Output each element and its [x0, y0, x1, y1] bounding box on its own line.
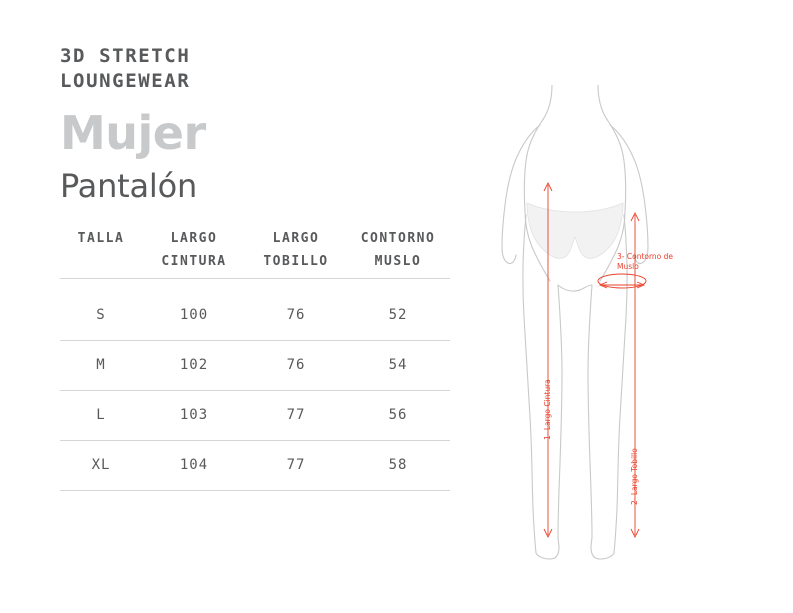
column-header-contorno-muslo-line2: MUSLO	[374, 253, 422, 269]
table-row	[60, 291, 450, 341]
column-header-largo-cintura	[142, 228, 246, 278]
table-row	[60, 440, 450, 490]
cell-largo-tobillo: 77	[246, 440, 346, 490]
cell-talla: M	[60, 340, 142, 390]
garment-shape	[527, 203, 623, 258]
annotation-thigh-line-2: Muslo	[617, 262, 639, 272]
cell-talla: L	[60, 390, 142, 440]
size-table	[60, 228, 450, 491]
cell-largo-cintura: 103	[142, 390, 246, 440]
brand-line-2: LOUNGEWEAR	[60, 70, 191, 93]
table-spacer-row	[60, 278, 450, 291]
measurement-figure	[470, 85, 770, 565]
table-row	[60, 390, 450, 440]
cell-largo-cintura: 104	[142, 440, 246, 490]
header-block	[60, 44, 460, 206]
annotation-waist: 1- Largo Cintura	[543, 379, 552, 440]
table-body	[60, 278, 450, 490]
column-header-largo-cintura-line1: LARGO	[170, 231, 218, 246]
body-diagram-svg	[470, 85, 770, 565]
annotation-ankle: 2- Largo Tobillo	[630, 448, 639, 505]
table-row	[60, 340, 450, 390]
cell-contorno-muslo: 52	[346, 291, 450, 341]
cell-largo-tobillo: 77	[246, 390, 346, 440]
table-head	[60, 228, 450, 278]
page-title: Mujer	[60, 106, 206, 161]
brand-line-1: 3D STRETCH	[60, 45, 191, 67]
annotation-thigh	[617, 252, 673, 272]
column-header-largo-cintura-line2: CINTURA	[161, 253, 227, 269]
table-header-row	[60, 228, 450, 278]
cell-talla: S	[60, 291, 142, 341]
cell-contorno-muslo: 56	[346, 390, 450, 440]
cell-contorno-muslo: 54	[346, 340, 450, 390]
column-header-largo-tobillo-line2: TOBILLO	[263, 253, 329, 269]
cell-contorno-muslo: 58	[346, 440, 450, 490]
cell-largo-tobillo: 76	[246, 291, 346, 341]
measure-thigh-ellipse	[598, 274, 646, 288]
column-header-contorno-muslo-line1: CONTORNO	[360, 231, 436, 246]
body-outline	[502, 85, 648, 559]
column-header-largo-tobillo	[246, 228, 346, 278]
column-header-contorno-muslo	[346, 228, 450, 278]
annotation-thigh-line-1: 3- Contorno de	[617, 252, 674, 261]
cell-largo-cintura: 102	[142, 340, 246, 390]
cell-talla: XL	[60, 440, 142, 490]
column-header-talla-label: TALLA	[77, 231, 125, 246]
cell-largo-cintura: 100	[142, 291, 246, 341]
page-subtitle: Pantalón	[60, 167, 198, 206]
column-header-talla	[60, 228, 142, 278]
column-header-largo-tobillo-line1: LARGO	[272, 231, 320, 246]
cell-largo-tobillo: 76	[246, 340, 346, 390]
